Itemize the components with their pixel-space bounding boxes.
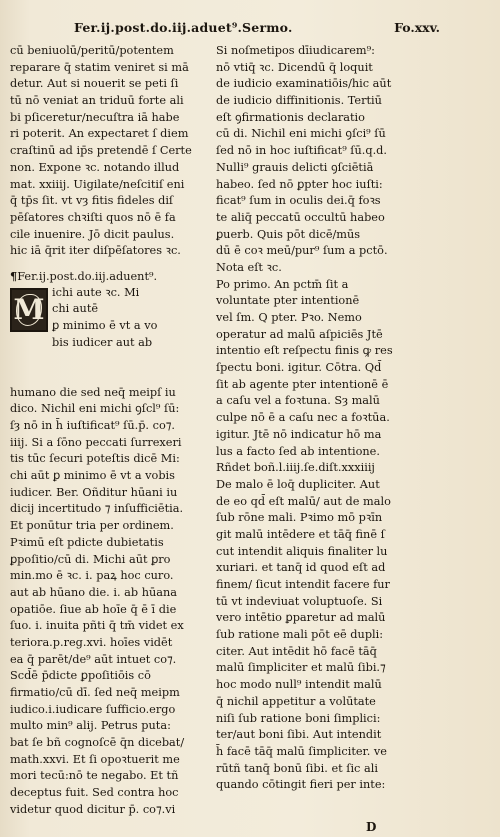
text-line: craſtinū ad ip̄s pretendē ſ Certe <box>10 144 192 158</box>
text-line: eſt ꝯfirmationis declaratio <box>216 110 365 124</box>
text-line: bi pſiceretur/necuſtra iā habe <box>10 110 180 124</box>
text-line: ichi aute ꝛc. Mi <box>52 285 140 299</box>
text-line: Et ponūtur tria per ordinem. <box>10 519 174 533</box>
text-line: chi aūt ꝑ minimo ē vt a vobis <box>10 469 175 483</box>
text-line: firmatio/cū dī. ſed neq̄ meipm <box>10 686 180 699</box>
text-line: videtur quod dicitur p̄. co⁊.vi <box>10 802 176 816</box>
text-line: bat ſe bñ cognoſcē q̄n dicebat/ <box>10 736 185 750</box>
text-line: bis iudicer aut ab <box>52 335 153 349</box>
text-line: ꝑpoſitio/cū di. Michi aūt ꝑro <box>10 552 171 566</box>
text-line: chi autē <box>52 302 99 316</box>
text-line: de eo qd̄ eſt malū/ aut de malo <box>216 494 391 508</box>
text-line: Scd̄ē p̄dicte ꝑpoſitiōis cō <box>10 669 151 683</box>
decorated-initial-icon <box>10 288 48 332</box>
text-line: de iudicio diffinitionis. Tertiū <box>216 94 382 108</box>
text-line: culpe nō ē a caſu nec a foꝛtūa. <box>216 411 390 425</box>
text-line: intentio eſt reſpectu finis ꝙ res <box>216 344 393 358</box>
text-line: nō vtiq̄ ꝛc. Dicendū q̄ loquit <box>216 60 373 74</box>
text-line: humano die sed neq̄ meipſ iu <box>10 385 176 399</box>
running-head: Fer.ij.post.do.iij.aduet⁹.Sermo. <box>74 20 293 35</box>
text-line: ſub rōne mali. Pꝛimo mō pꝛīn <box>216 511 383 525</box>
text-line: ri poterit. An expectaret ſ diem <box>10 127 189 141</box>
text-line: ꝑ minimo ē vt a vo <box>52 319 158 332</box>
catchword: D <box>366 820 377 834</box>
text-line: te aliq̄ peccatū occultū habeo <box>216 210 385 224</box>
text-line: git malū intēdere et tāq̄ finē ſ <box>216 527 385 541</box>
text-line: xuriari. et tanq̄ id quod eſt ad <box>216 561 386 575</box>
text-line: ter/aut boni ſibi. Aut intendit <box>216 728 382 742</box>
initial-paragraph <box>10 285 222 385</box>
text-line: q̄ tp̄s ſit. vt vȝ fitis fideles diſ <box>10 194 174 208</box>
text-line: cut intendit aliquis finaliter lu <box>216 544 388 558</box>
text-line: lus a facto ſed ab intentione. <box>216 444 380 458</box>
text-line: cile inuenire. Jō dicit paulus. <box>10 227 175 241</box>
text-line: ea q̄ parēt/de⁹ aūt intuet co⁊. <box>10 652 177 666</box>
initial-letter: M <box>13 292 45 326</box>
text-line: voluntate pter intentionē <box>216 294 360 308</box>
text-line: ſit ab agente pter intentionē ē <box>216 377 389 391</box>
text-line: ficat⁹ ſum in oculis dei.q̄ foꝛs <box>216 194 381 208</box>
text-line: mat. xxiiij. Uigilate/neſcitiſ eni <box>10 177 185 191</box>
text-line: vel ſm. Q pter. Pꝛo. Nemo <box>216 311 362 324</box>
text-line: habeo. ſed nō ꝑpter hoc iuſti: <box>216 177 383 191</box>
text-line: iudico.i.iudicare ſufficio.ergo <box>10 702 176 716</box>
text-line: min.mo ē ꝛc. i. paꝝ hoc curo. <box>10 569 174 583</box>
text-line: Po primo. An pctm̄ ſit a <box>216 277 349 291</box>
text-line: mori tecū:nō te negabo. Et tñ <box>10 769 179 783</box>
text-line: math.xxvi. Et ſi opoꝛtuerit me <box>10 752 180 766</box>
text-line: hic iā q̄rit iter diſpēſatores ꝛc. <box>10 244 181 258</box>
text-line: malū ſimpliciter et malū ſibi.⁊ <box>216 661 386 675</box>
text-line: tis tūc ſecuri poteſtis dicē Mi: <box>10 452 180 466</box>
text-line: rūtñ tanq̄ bonū ſibi. et ſic ali <box>216 761 378 775</box>
text-line: ſuo. i. inuita pñti q̄ tm̄ videt ex <box>10 619 184 633</box>
text-line: non. Expone ꝛc. notando illud <box>10 160 180 174</box>
text-line: teriora.p.reg.xvi. hoīes vidēt <box>10 635 173 649</box>
folio-number: Fo.xxv. <box>394 20 440 35</box>
text-line: Si noſmetipos dīiudicarem⁹: <box>216 44 375 57</box>
section-heading <box>10 268 222 285</box>
text-line: operatur ad malū aſpiciēs Jtē <box>216 327 383 341</box>
text-line: ſpectu boni. igitur. Cōtra. Qd̄ <box>216 361 382 375</box>
text-line: q̄ nichil appetitur a volūtate <box>216 694 376 708</box>
text-line: quando cōtingit fieri per inte: <box>216 778 386 792</box>
text-line: hoc modo null⁹ intendit malū <box>216 678 382 692</box>
pilcrow-icon: ¶ <box>10 268 18 283</box>
text-line: ſȝ nō in h̄ iuſtificat⁹ ſū.p̄. co⁊. <box>10 419 175 432</box>
text-line: multo min⁹ alij. Petrus puta: <box>10 719 171 733</box>
text-line: igitur. Jtē nō indicatur hō ma <box>216 427 382 441</box>
text-line: aut ab hūano die. i. ab hūana <box>10 585 178 599</box>
text-line: Nulli⁹ grauis delicti ꝯſciētiā <box>216 160 374 174</box>
text-line: niſi ſub ratione boni ſimplici: <box>216 711 381 725</box>
text-line: dū ē coꝛ meū/pur⁹ ſum a pctō. <box>216 244 388 258</box>
text-line: cū beniuolū/peritū/potentem <box>10 44 174 57</box>
text-line: tū vt indeviuat voluptuoſe. Si <box>216 594 383 608</box>
text-line: detur. Aut si nouerit se peti ſi <box>10 77 179 91</box>
page-header <box>60 20 440 40</box>
text-line: tū nō veniat an triduū forte ali <box>10 94 184 108</box>
text-line: citer. Aut intēdit hō facē tāq̄ <box>216 644 377 658</box>
text-line: dicij incertitudo ⁊ inſufficiētia. <box>10 502 184 516</box>
text-line: De malo ē loq̄ dupliciter. Aut <box>216 477 380 491</box>
text-line: cū di. Nichil eni michi ꝯſci⁹ ſū <box>216 127 386 141</box>
text-line: de iudicio examinatiōis/hic aūt <box>216 77 392 91</box>
section-spacer <box>10 260 222 268</box>
text-line: reparare q̄ statim veniret si mā <box>10 60 189 74</box>
text-line: iiij. Si a ſōno peccati ſurrexeri <box>10 435 182 449</box>
text-line: vero intētio ꝑparetur ad malū <box>216 611 386 625</box>
right-column <box>216 43 424 794</box>
text-line: ſed nō in hoc iuſtificat⁹ ſū.q.d. <box>216 144 388 158</box>
text-line: ſub ratione mali pōt eē dupli: <box>216 628 384 642</box>
text-line: dico. Nichil eni michi ꝯſcl⁹ ſū: <box>10 402 180 416</box>
text-line: h̄ facē tāq̄ malū ſimpliciter. ve <box>216 744 387 758</box>
text-line: opatiōe. ſiue ab hoīe q̄ ē ī die <box>10 602 177 616</box>
section-heading-text: Fer.ij.post.do.iij.aduent⁹. <box>17 269 158 283</box>
text-line: finem/ ſicut intendit facere fur <box>216 578 390 591</box>
text-line: Rñdet boñ.l.iiij.ſe.diſt.xxxiiij <box>216 461 375 475</box>
text-line: deceptus fuit. Sed contra hoc <box>10 786 179 800</box>
text-line: ꝑuerb. Quis pōt dicē/mūs <box>216 227 361 241</box>
text-line: iudicer. Ber. Oñditur hūani iu <box>10 485 178 499</box>
text-line: Nota eſt ꝛc. <box>216 260 282 274</box>
text-line: a caſu vel a foꝛtuna. Sȝ malū <box>216 394 380 408</box>
text-line: pēſatores chꝛiſti quos nō ē fa <box>10 210 176 224</box>
text-line: Pꝛimū eſt pdicte dubietatis <box>10 535 164 549</box>
left-column <box>10 43 222 819</box>
